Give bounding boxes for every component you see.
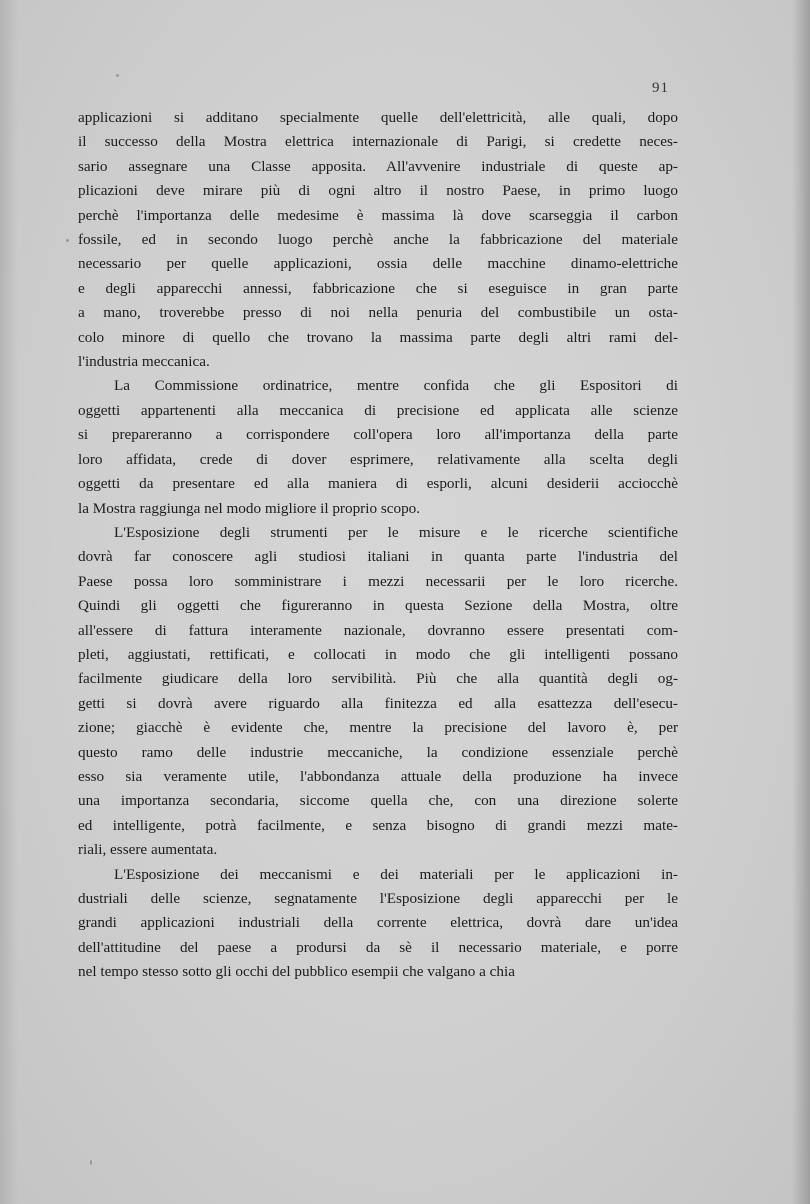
text-line: all'essere di fattura interamente nazionale, dovranno essere presentati com- xyxy=(78,621,678,639)
text-line: colo minore di quello che trovano la massima parte degli altri rami del- xyxy=(78,328,678,346)
right-page-edge-shadow xyxy=(792,0,810,1204)
text-line: a mano, troverebbe presso di noi nella penuria del combustibile un osta- xyxy=(78,304,678,322)
paragraph xyxy=(78,374,678,520)
page-number: 91 xyxy=(652,80,669,96)
ink-speck xyxy=(116,74,119,77)
body-text xyxy=(78,106,678,985)
text-line: Paese possa loro somministrare i mezzi necessarii per le loro ricerche. xyxy=(78,572,678,590)
text-line: facilmente giudicare della loro servibilità. Più che alla quantità degli og- xyxy=(78,670,678,688)
text-line: fossile, ed in secondo luogo perchè anche la fabbricazione del materiale xyxy=(78,231,678,249)
text-line: dell'attitudine del paese a prodursi da sè il necessario materiale, e porre xyxy=(78,938,678,956)
text-line: e degli apparecchi annessi, fabbricazione che si eseguisce in gran parte xyxy=(78,279,678,297)
paragraph xyxy=(78,106,678,374)
text-line: nel tempo stesso sotto gli occhi del pubblico esempii che valgano a chia xyxy=(78,963,515,981)
text-line: L'Esposizione dei meccanismi e dei materiali per le applicazioni in- xyxy=(114,865,678,883)
text-line: perchè l'importanza delle medesime è massima là dove scarseggia il carbon xyxy=(78,206,678,224)
paragraph xyxy=(78,863,678,985)
text-line: loro affidata, crede di dover esprimere, relativamente alla scelta degli xyxy=(78,450,678,468)
text-line: grandi applicazioni industriali della corrente elettrica, dovrà dare un'idea xyxy=(78,914,678,932)
paragraph xyxy=(78,521,678,863)
ink-speck xyxy=(66,239,69,242)
text-line: La Commissione ordinatrice, mentre confida che gli Espositori di xyxy=(114,377,678,395)
text-line: riali, essere aumentata. xyxy=(78,841,218,859)
text-line: necessario per quelle applicazioni, ossia delle macchine dinamo-elettriche xyxy=(78,255,678,273)
text-line: applicazioni si additano specialmente quelle dell'elettricità, alle quali, dopo xyxy=(78,109,678,126)
text-line: L'Esposizione degli strumenti per le misure e le ricerche scientifiche xyxy=(114,523,678,541)
text-line: Quindi gli oggetti che figureranno in questa Sezione della Mostra, oltre xyxy=(78,597,678,615)
text-line: zione; giacchè è evidente che, mentre la precisione del lavoro è, per xyxy=(78,719,678,737)
text-line: una importanza secondaria, siccome quella che, con una direzione solerte xyxy=(78,792,678,810)
text-line: si prepareranno a corrispondere coll'opera loro all'importanza della parte xyxy=(78,426,678,444)
text-line: dustriali delle scienze, segnatamente l'Esposizione degli apparecchi per le xyxy=(78,890,678,907)
text-line: l'industria meccanica. xyxy=(78,353,210,371)
text-line: esso sia veramente utile, l'abbondanza attuale della produzione ha invece xyxy=(78,767,678,785)
text-line: sario assegnare una Classe apposita. All'avvenire industriale di queste ap- xyxy=(78,157,678,175)
text-line: dovrà far conoscere agli studiosi italiani in quanta parte l'industria del xyxy=(78,548,678,566)
text-line: pleti, aggiustati, rettificati, e collocati in modo che gli intelligenti possano xyxy=(78,645,678,663)
text-line: ed intelligente, potrà facilmente, e senza bisogno di grandi mezzi mate- xyxy=(78,816,678,834)
text-line: il successo della Mostra elettrica internazionale di Parigi, si credette neces- xyxy=(78,133,678,151)
ink-speck xyxy=(90,1160,92,1165)
text-line: oggetti appartenenti alla meccanica di precisione ed applicata alle scienze xyxy=(78,401,678,419)
left-page-edge-shadow xyxy=(0,0,18,1204)
text-line: questo ramo delle industrie meccaniche, la condizione essenziale perchè xyxy=(78,743,678,761)
text-line: la Mostra raggiunga nel modo migliore il proprio scopo. xyxy=(78,499,421,517)
text-line: plicazioni deve mirare più di ogni altro il nostro Paese, in primo luogo xyxy=(78,182,678,200)
text-line: getti si dovrà avere riguardo alla finitezza ed alla esattezza dell'esecu- xyxy=(78,694,678,712)
text-line: oggetti da presentare ed alla maniera di esporli, alcuni desiderii acciocchè xyxy=(78,475,678,493)
